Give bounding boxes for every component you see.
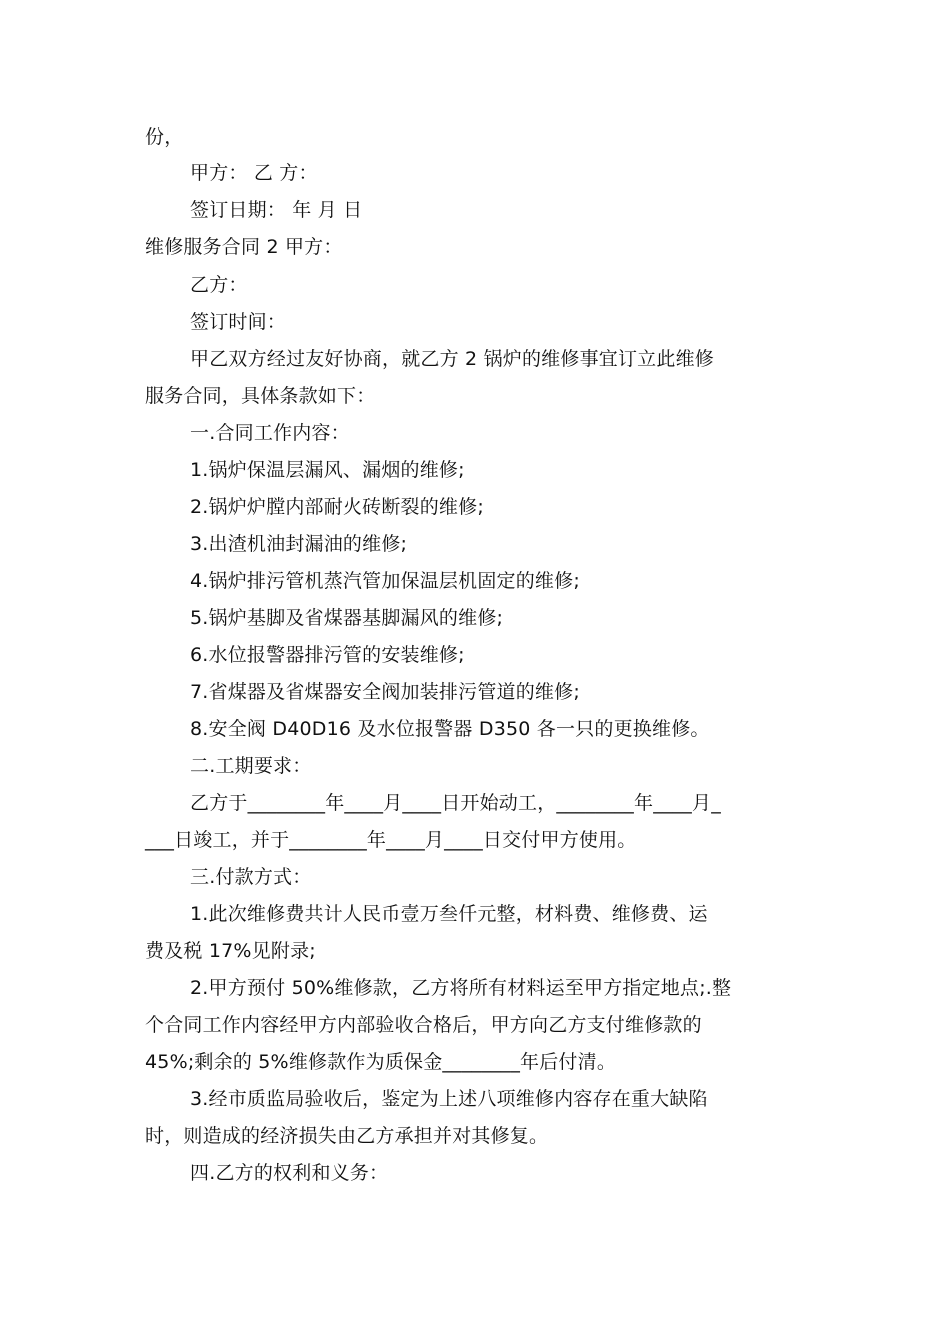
intro-paragraph-line-1: 甲乙双方经过友好协商，就乙方 2 锅炉的维修事宜订立此维修 — [190, 348, 714, 370]
work-item-2: 2.锅炉炉膛内部耐火砖断裂的维修; — [190, 496, 484, 518]
payment-item-3-line-2: 时，则造成的经济损失由乙方承担并对其修复。 — [145, 1125, 549, 1147]
work-item-7: 7.省煤器及省煤器安全阀加装排污管道的维修; — [190, 681, 580, 703]
signing-time-line: 签订时间： — [190, 311, 287, 333]
section-3-heading: 三.付款方式： — [190, 866, 312, 888]
payment-item-2-line-3: 45%;剩余的 5%维修款作为质保金________年后付清。 — [145, 1051, 617, 1073]
schedule-line-1: 乙方于________年____月____日开始动工，________年____月_ — [190, 792, 721, 814]
payment-item-1-line-2: 费及税 17%见附录; — [145, 940, 316, 962]
signature-parties-line: 甲方： 乙 方： — [190, 162, 318, 184]
work-item-5: 5.锅炉基脚及省煤器基脚漏风的维修; — [190, 607, 504, 629]
payment-item-2-line-1: 2.甲方预付 50%维修款，乙方将所有材料运至甲方指定地点;.整 — [190, 977, 732, 999]
party-b-line: 乙方： — [190, 274, 248, 296]
section-1-heading: 一.合同工作内容： — [190, 422, 350, 444]
work-item-1: 1.锅炉保温层漏风、漏烟的维修; — [190, 459, 465, 481]
section-4-heading: 四.乙方的权利和义务： — [190, 1162, 389, 1184]
work-item-8: 8.安全阀 D40D16 及水位报警器 D350 各一只的更换维修。 — [190, 718, 710, 740]
signature-date-line: 签订日期： 年 月 日 — [190, 199, 363, 221]
section-2-heading: 二.工期要求： — [190, 755, 312, 777]
work-item-4: 4.锅炉排污管机蒸汽管加保温层机固定的维修; — [190, 570, 580, 592]
contract-2-title-line: 维修服务合同 2 甲方： — [145, 236, 343, 258]
work-item-3: 3.出渣机油封漏油的维修; — [190, 533, 408, 555]
schedule-line-2: ___日竣工，并于________年____月____日交付甲方使用。 — [145, 829, 637, 851]
payment-item-3-line-1: 3.经市质监局验收后，鉴定为上述八项维修内容存在重大缺陷 — [190, 1088, 708, 1110]
payment-item-2-line-2: 个合同工作内容经甲方内部验收合格后，甲方向乙方支付维修款的 — [145, 1014, 702, 1036]
intro-paragraph-line-2: 服务合同，具体条款如下： — [145, 385, 376, 407]
text-line-share-end: 份， — [145, 126, 184, 148]
payment-item-1-line-1: 1.此次维修费共计人民币壹万叁仟元整，材料费、维修费、运 — [190, 903, 708, 925]
work-item-6: 6.水位报警器排污管的安装维修; — [190, 644, 465, 666]
